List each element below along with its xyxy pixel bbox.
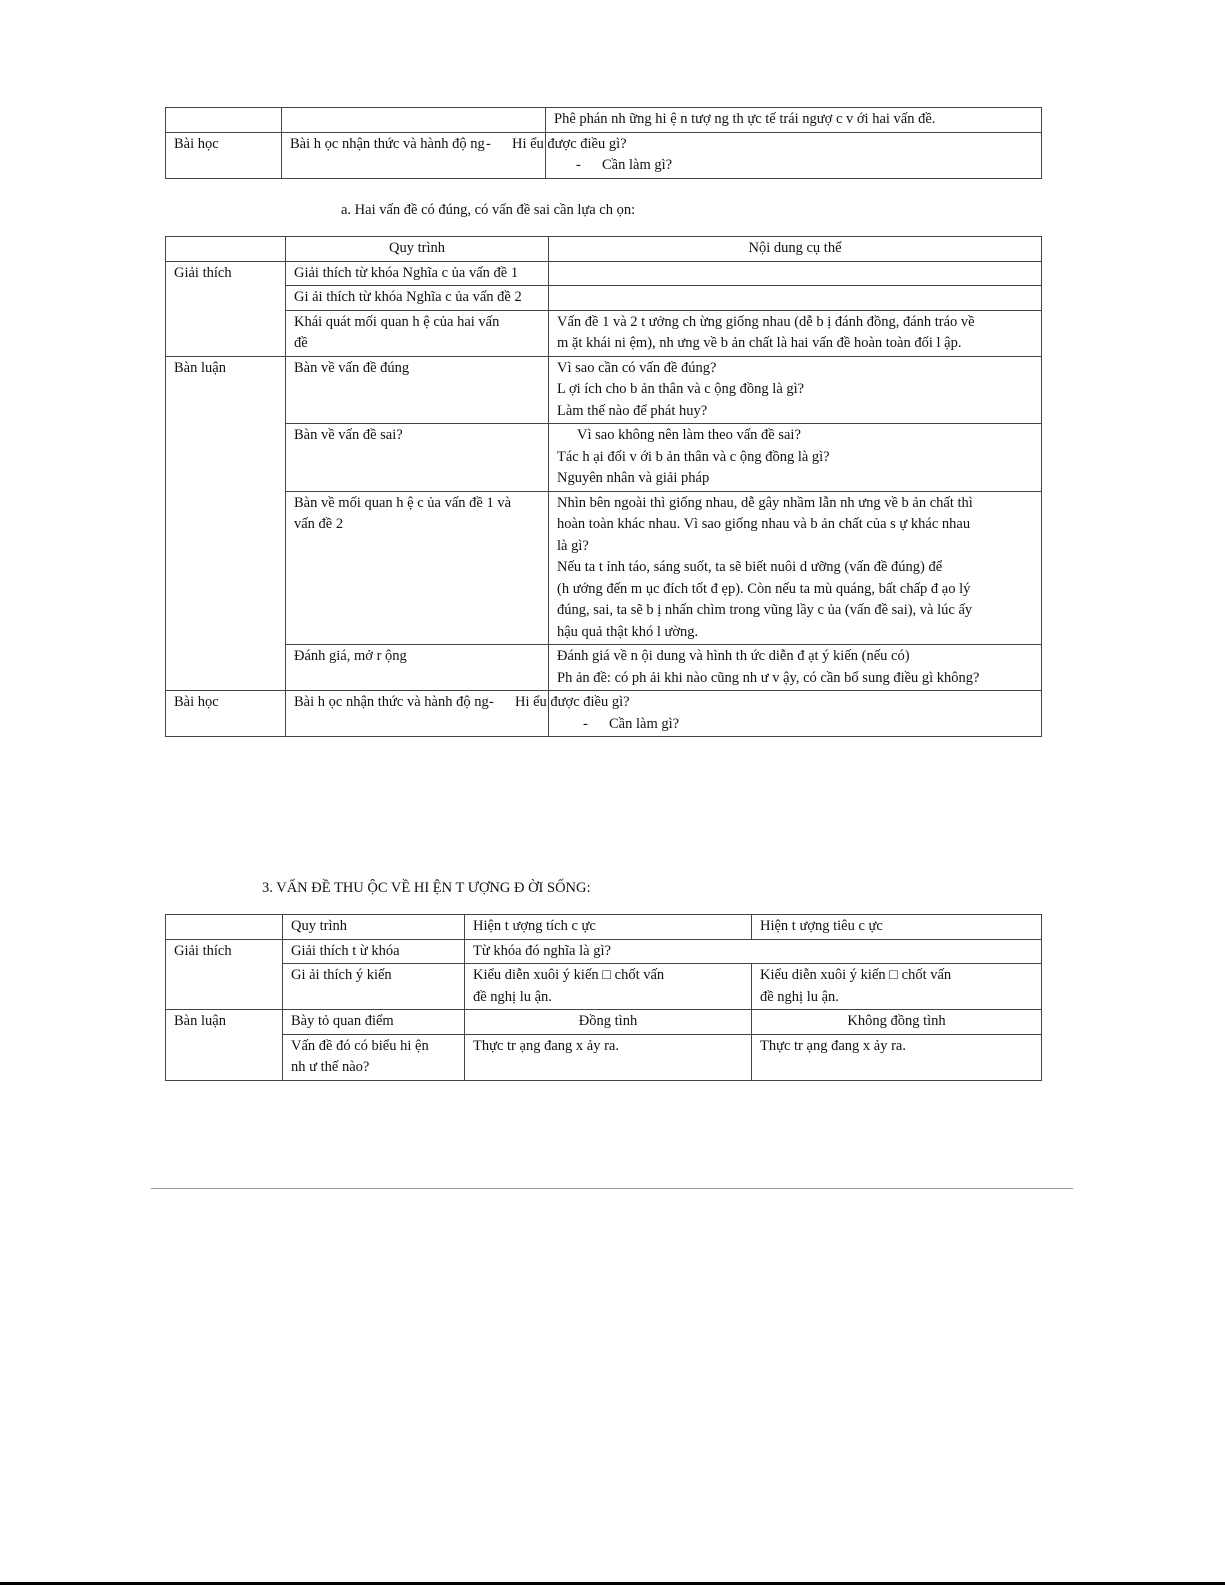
table-cell: Giải thích từ khóa Nghĩa c ủa vấn đề 1: [286, 261, 549, 286]
table-row: [166, 939, 1042, 964]
row-label-bai-hoc: Bài học: [166, 691, 286, 737]
table-cell: Nhìn bên ngoài thì giống nhau, dễ gây nhầm lẫn nh ưng về b ản chất thì hoàn toàn khác nhau. Vì sao giống nhau và b ản chất của s ự khác nhau là gì? Nếu ta t ỉnh táo, sáng suốt, ta sẽ biết nuôi d ưỡng (vấn đề đúng) để (h ướng đến m ục đích tốt đ ẹp). Còn nếu ta mù quáng, bất chấp đ ạo lý đúng, sai, ta sẽ b ị nhấn chìm trong vũng lầy c ủa (vấn đề sai), và lúc ấy hậu quả thật khó l ường.: [549, 491, 1042, 645]
table-header-row: [166, 237, 1042, 262]
table-row: [166, 424, 1042, 492]
table-cell: Kiểu diễn xuôi ý kiến □ chốt vấn đề nghị lu ận.: [752, 964, 1042, 1010]
table-row: [166, 1034, 1042, 1080]
table-cell: Bày tỏ quan điểm: [283, 1010, 465, 1035]
header-tich-cuc: Hiện t ượng tích c ực: [465, 915, 752, 940]
row-label-ban-luan: Bàn luận: [166, 356, 286, 691]
page-divider: [151, 1188, 1073, 1189]
table-row: [166, 108, 1042, 133]
table-cell: Vì sao không nên làm theo vấn đề sai? Tác h ại đối v ới b ản thân và c ộng đồng là gì? Nguyên nhân và giải pháp: [549, 424, 1042, 492]
table-cell: Vì sao cần có vấn đề đúng? L ợi ích cho b ản thân và c ộng đồng là gì? Làm thế nào để phát huy?: [549, 356, 1042, 424]
row-label-giai-thich: Giải thích: [166, 261, 286, 356]
table-cell: [546, 108, 1042, 133]
table-cell: Không đồng tình: [752, 1010, 1042, 1035]
table-cell: Gi ải thích từ khóa Nghĩa c ủa vấn đề 2: [286, 286, 549, 311]
row-label-bai-hoc: Bài học: [166, 132, 282, 178]
table-cell: Bài h ọc nhận thức và hành độ ng: [286, 691, 549, 737]
cell-text: Phê phán nh ững hi ệ n tượ ng th ực tế trái ngượ c v ới hai vấn đề.: [554, 111, 936, 127]
table-row: [166, 645, 1042, 691]
header-tieu-cuc: Hiện t ượng tiêu c ực: [752, 915, 1042, 940]
table-row: [166, 310, 1042, 356]
table-cell: - Hi ểu được điều gì? - Cần làm gì?: [549, 691, 1042, 737]
dash-bullet: -: [576, 157, 581, 173]
table-cell: Đánh giá về n ội dung và hình th ức diễn đ ạt ý kiến (nếu có) Ph ản đề: có ph ải khi nào cũng nh ư v ậy, có cần bổ sung điều gì không?: [549, 645, 1042, 691]
table-cell: [282, 108, 546, 133]
table-row: [166, 491, 1042, 645]
dash-bullet: -: [583, 715, 588, 732]
table-cell: Bài h ọc nhận thức và hành độ ng: [282, 132, 546, 178]
table-cell: Từ khóa đó nghĩa là gì?: [465, 939, 1042, 964]
header-quy-trinh: Quy trình: [286, 237, 549, 262]
table-cell: Vấn đề 1 và 2 t ưởng ch ừng giống nhau (dễ b ị đánh đồng, đánh tráo về m ặt khái ni ệm), nh ưng về b ản chất là hai vấn đề hoàn toàn đối l ập.: [549, 310, 1042, 356]
table-cell: Giải thích t ừ khóa: [283, 939, 465, 964]
table-cell: [166, 108, 282, 133]
table-cell: Bàn về vấn đề đúng: [286, 356, 549, 424]
table-two-issues: [165, 236, 1042, 737]
table-row: [166, 261, 1042, 286]
table-cell: - Hi ểu được điều gì? - Cần làm gì?: [546, 132, 1042, 178]
header-quy-trinh: Quy trình: [283, 915, 465, 940]
table-cell: Kiểu diễn xuôi ý kiến □ chốt vấn đề nghị lu ận.: [465, 964, 752, 1010]
table-cell: Bàn về vấn đề sai?: [286, 424, 549, 492]
table-row: [166, 286, 1042, 311]
table-row: [166, 132, 1042, 178]
dash-bullet: -: [489, 694, 494, 710]
caption-a: a. Hai vấn đề có đúng, có vấn đề sai cần lựa ch ọn:: [341, 202, 636, 218]
table-life-phenomena: [165, 914, 1042, 1081]
table-cell: Gi ải thích ý kiến: [283, 964, 465, 1010]
dash-bullet: -: [486, 135, 491, 152]
table-row: [166, 356, 1042, 424]
table-cell: Đánh giá, mở r ộng: [286, 645, 549, 691]
row-label-ban-luan: Bàn luận: [166, 1010, 283, 1081]
section-heading-3: 3. VẤN ĐỀ THU ỘC VỀ HI ỆN T ƯỢNG Đ ỜI SỐNG:: [262, 880, 591, 896]
table-cell: Thực tr ạng đang x ảy ra.: [752, 1034, 1042, 1080]
table-cell: Bàn về mối quan h ệ c ủa vấn đề 1 và vấn đề 2: [286, 491, 549, 645]
table-lesson-fragment: [165, 107, 1042, 179]
row-label-giai-thich: Giải thích: [166, 939, 283, 1010]
table-cell: Khái quát mối quan h ệ của hai vấn đề: [286, 310, 549, 356]
table-row: [166, 964, 1042, 1010]
table-cell: Vấn đề đó có biểu hi ện nh ư thế nào?: [283, 1034, 465, 1080]
table-row: [166, 1010, 1042, 1035]
table-row: [166, 691, 1042, 737]
header-noi-dung: Nội dung cụ thể: [549, 237, 1042, 262]
table-cell: Thực tr ạng đang x ảy ra.: [465, 1034, 752, 1080]
table-header-row: [166, 915, 1042, 940]
table-cell: Đồng tình: [465, 1010, 752, 1035]
